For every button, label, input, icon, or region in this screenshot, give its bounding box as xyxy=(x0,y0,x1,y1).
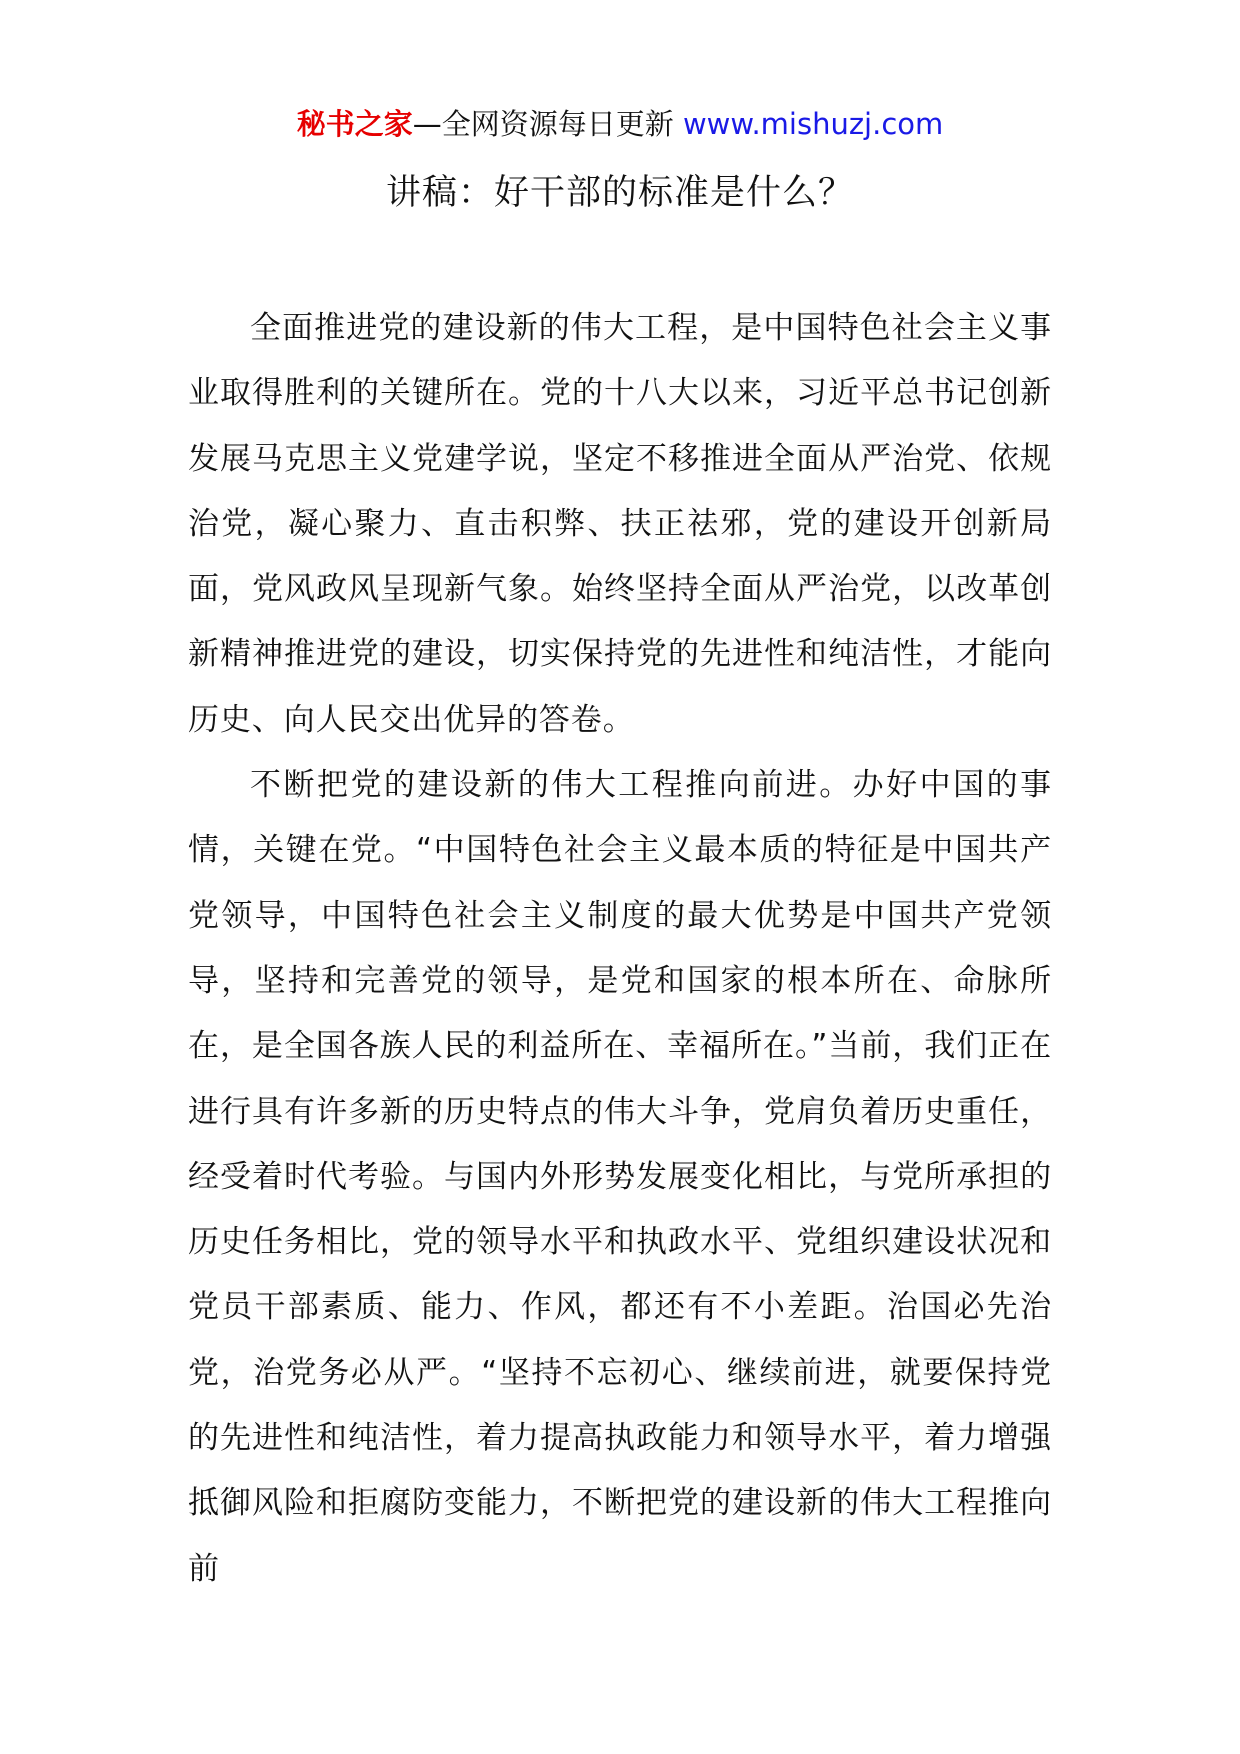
document-body xyxy=(188,296,1052,1602)
site-tagline: —全网资源每日更新 xyxy=(412,107,674,141)
paragraph: 不断把党的建设新的伟大工程推向前进。办好中国的事情，关键在党。“中国特色社会主义最本质的特征是中国共产党领导，中国特色社会主义制度的最大优势是中国共产党领导，坚持和完善党的领导，是党和国家的根本所在、命脉所在，是全国各族人民的利益所在、幸福所在。”当前，我们正在进行具有许多新的历史特点的伟大斗争，党肩负着历史重任，经受着时代考验。与国内外形势发展变化相比，与党所承担的历史任务相比，党的领导水平和执政水平、党组织建设状况和党员干部素质、能力、作风，都还有不小差距。治国必先治党，治党务必从严。“坚持不忘初心、继续前进，就要保持党的先进性和纯洁性，着力提高执政能力和领导水平，着力增强抵御风险和拒腐防变能力，不断把党的建设新的伟大工程推向前 xyxy=(188,767,1052,1587)
paragraph: 全面推进党的建设新的伟大工程，是中国特色社会主义事业取得胜利的关键所在。党的十八大以来，习近平总书记创新发展马克思主义党建学说，坚定不移推进全面从严治党、依规治党，凝心聚力、直击积弊、扶正祛邪，党的建设开创新局面，党风政风呈现新气象。始终坚持全面从严治党，以改革创新精神推进党的建设，切实保持党的先进性和纯洁性，才能向历史、向人民交出优异的答卷。 xyxy=(188,310,1052,738)
document-title: 讲稿：好干部的标准是什么？ xyxy=(385,173,854,213)
site-brand: 秘书之家 xyxy=(296,107,413,141)
site-header xyxy=(0,104,1240,144)
site-url-link[interactable]: www.mishuzj.com xyxy=(682,107,944,141)
